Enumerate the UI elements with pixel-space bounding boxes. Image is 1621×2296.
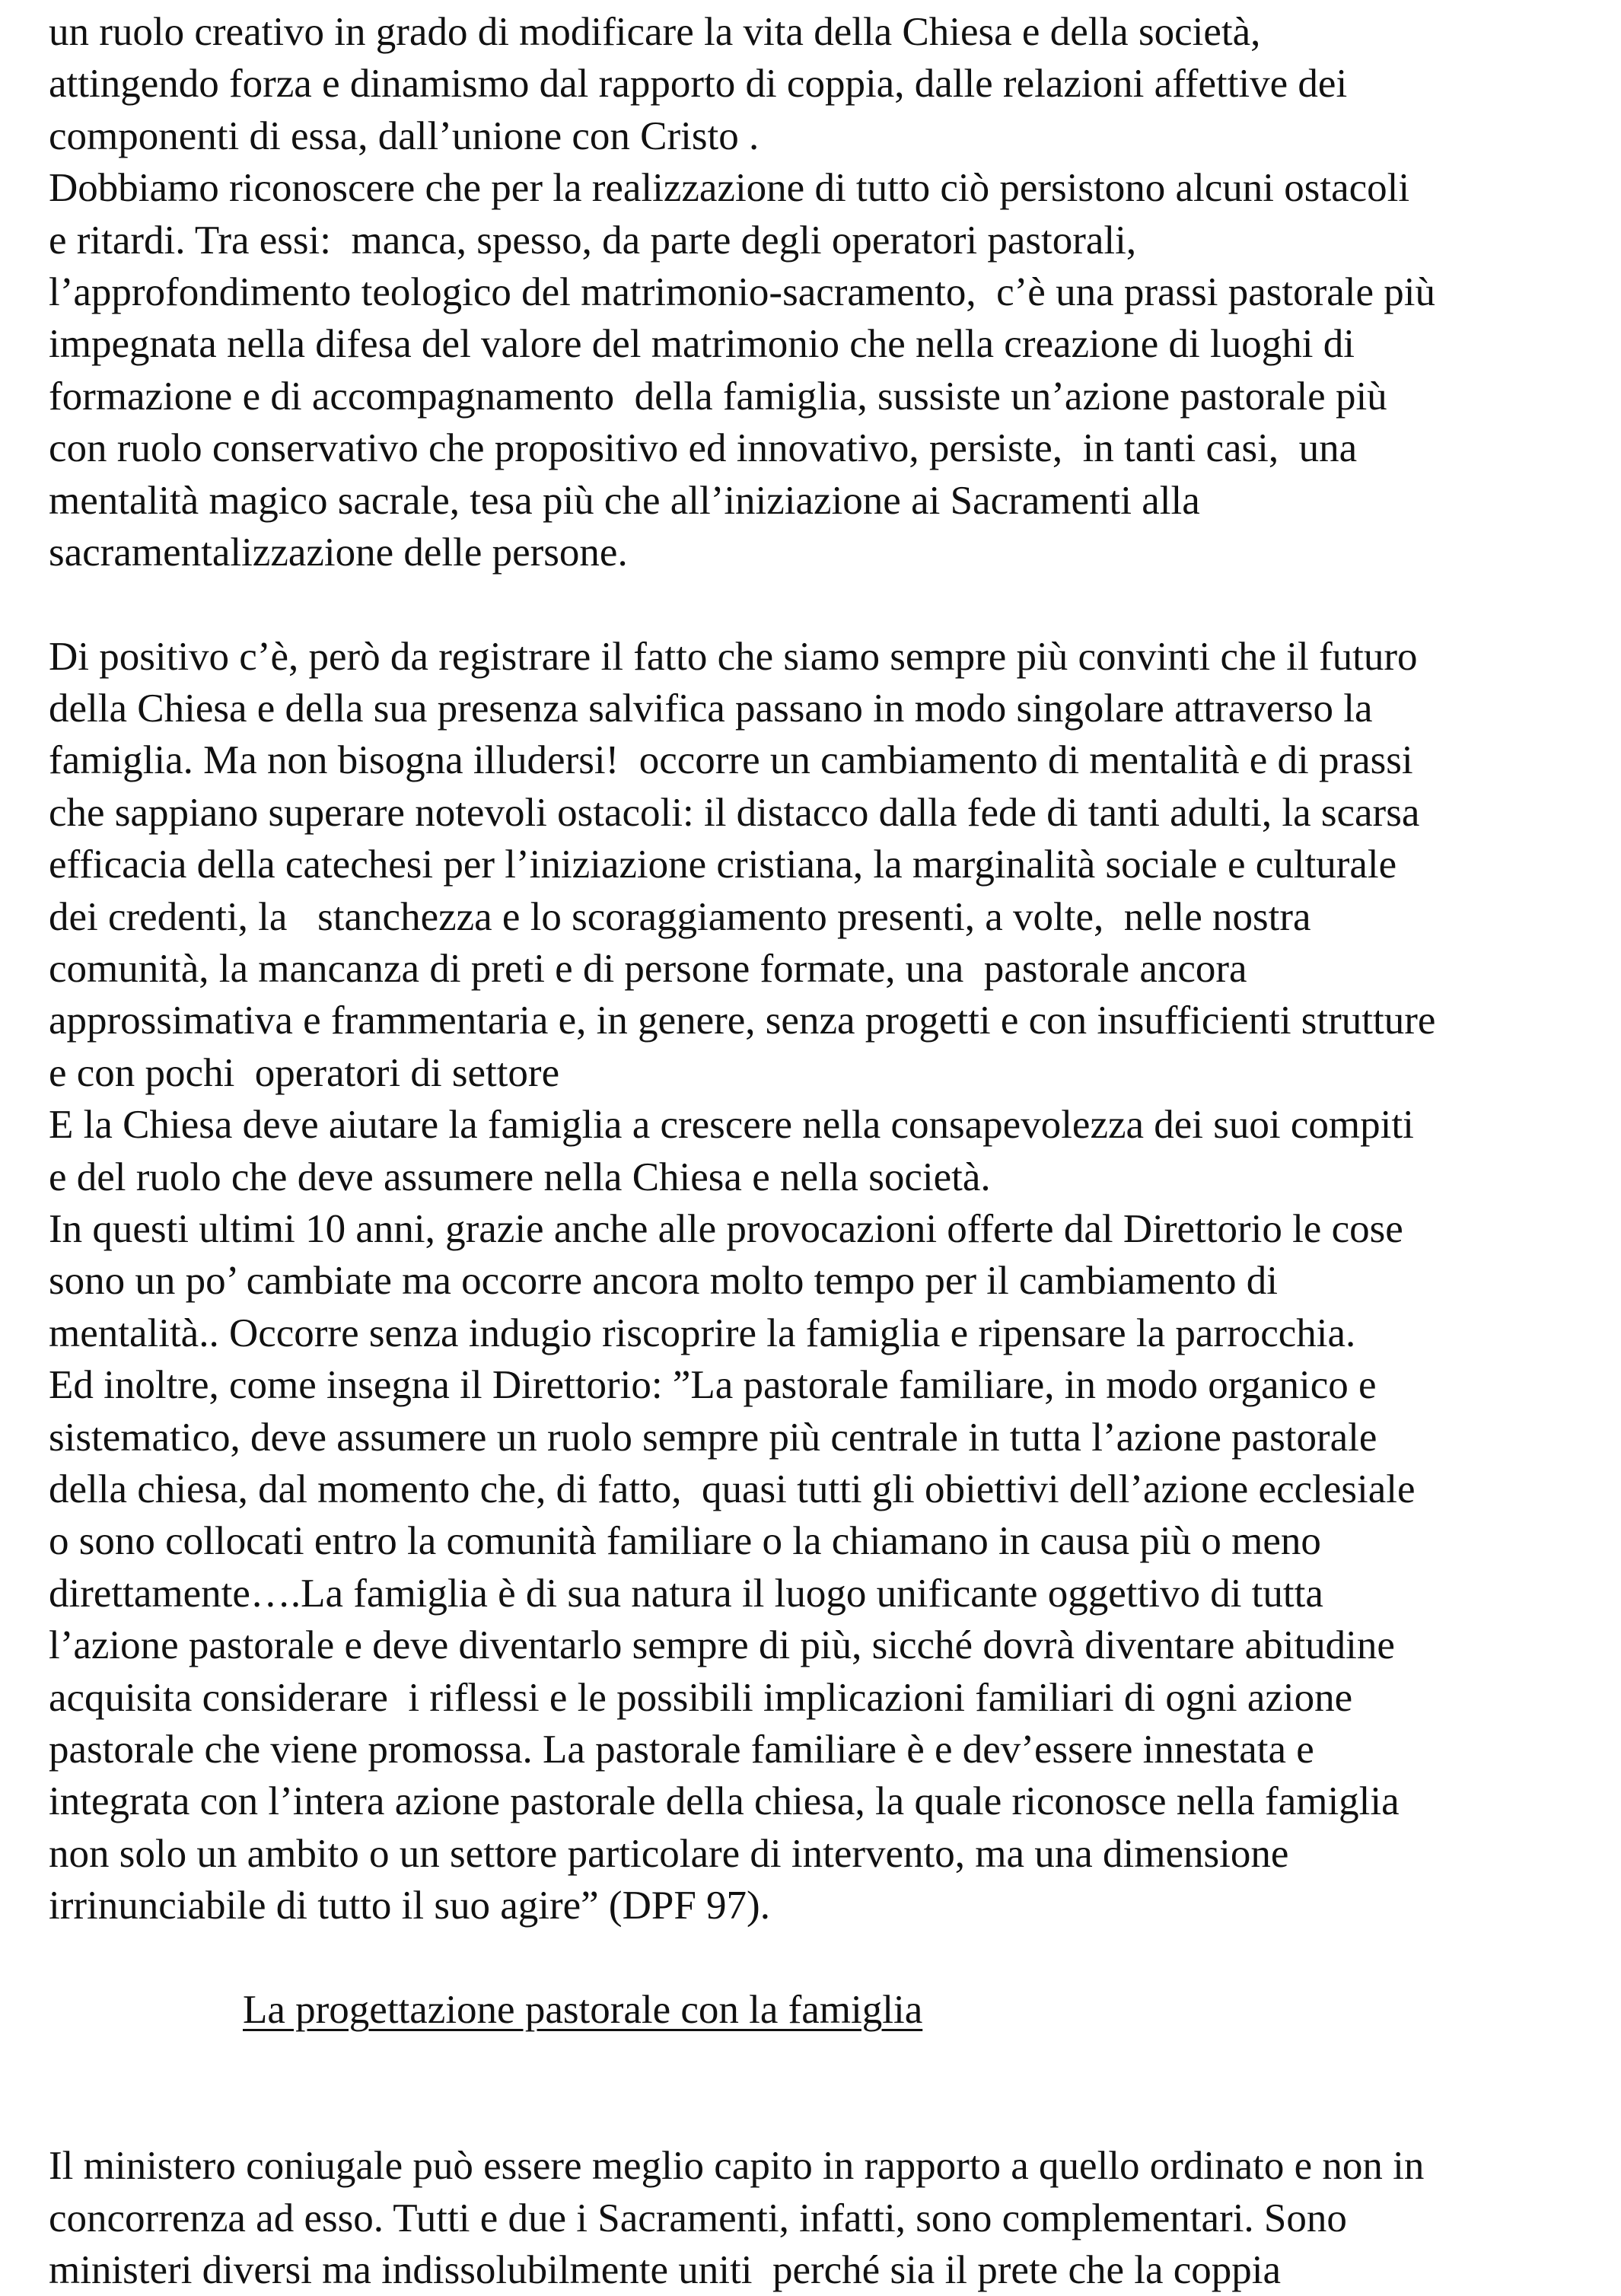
- text-line: attingendo forza e dinamismo dal rapporto di coppia, dalle relazioni affettive dei: [49, 62, 1348, 107]
- text-line: componenti di essa, dall’unione con Cristo .: [49, 113, 760, 158]
- text-line: l’azione pastorale e deve diventarlo sempre di più, sicché dovrà diventare abitudine: [49, 1623, 1395, 1668]
- text-line: In questi ultimi 10 anni, grazie anche alle provocazioni offerte dal Direttorio le cose: [49, 1206, 1403, 1251]
- text-line: approssimativa e frammentaria e, in genere, senza progetti e con insufficienti strutture: [49, 998, 1436, 1043]
- text-line: che sappiano superare notevoli ostacoli: il distacco dalla fede di tanti adulti, la scarsa: [49, 790, 1420, 835]
- text-line: direttamente….La famiglia è di sua natura il luogo unificante oggettivo di tutta: [49, 1571, 1323, 1616]
- text-line: concorrenza ad esso. Tutti e due i Sacramenti, infatti, sono complementari. Sono: [49, 2196, 1347, 2240]
- text-line: della chiesa, dal momento che, di fatto, quasi tutti gli obiettivi dell’azione ecclesiale: [49, 1466, 1416, 1511]
- text-line: o sono collocati entro la comunità familiare o la chiamano in causa più o meno: [49, 1519, 1321, 1564]
- document-page: [49, 6, 1594, 2296]
- text-line: ministeri diversi ma indissolubilmente uniti perché sia il prete che la coppia: [49, 2248, 1282, 2293]
- text-line: Ed inoltre, come insegna il Direttorio: ”La pastorale familiare, in modo organico e: [49, 1363, 1377, 1408]
- text-line: E la Chiesa deve aiutare la famiglia a crescere nella consapevolezza dei suoi compiti: [49, 1103, 1414, 1148]
- text-line: Dobbiamo riconoscere che per la realizzazione di tutto ciò persistono alcuni ostacoli: [49, 166, 1410, 211]
- text-line: integrata con l’intera azione pastorale della chiesa, la quale riconosce nella famiglia: [49, 1779, 1400, 1824]
- text-line: non solo un ambito o un settore particolare di intervento, ma una dimensione: [49, 1831, 1289, 1876]
- section-spacer: [49, 2036, 1594, 2140]
- text-line: irrinunciabile di tutto il suo agire” (DPF 97).: [49, 1884, 770, 1928]
- text-line: Di positivo c’è, però da registrare il fatto che siamo sempre più convinti che il futuro: [49, 634, 1418, 679]
- text-line: acquisita considerare i riflessi e le possibili implicazioni familiari di ogni azione: [49, 1675, 1353, 1720]
- text-line: sacramentalizzazione delle persone.: [49, 530, 628, 575]
- section-heading: [49, 1984, 1594, 2036]
- text-line: l’approfondimento teologico del matrimonio-sacramento, c’è una prassi pastorale più: [49, 269, 1436, 314]
- text-line: sistematico, deve assumere un ruolo sempre più centrale in tutta l’azione pastorale: [49, 1415, 1377, 1460]
- text-line: della Chiesa e della sua presenza salvifica passano in modo singolare attraverso la: [49, 686, 1373, 731]
- paragraph-positive: [49, 631, 1594, 1932]
- text-line: pastorale che viene promossa. La pastorale familiare è e dev’essere innestata e: [49, 1727, 1314, 1772]
- text-line: con ruolo conservativo che propositivo ed innovativo, persiste, in tanti casi, una: [49, 426, 1358, 471]
- paragraph-spacer: [49, 1931, 1594, 1983]
- text-line: formazione e di accompagnamento della famiglia, sussiste un’azione pastorale più: [49, 374, 1387, 419]
- text-line: e del ruolo che deve assumere nella Chiesa e nella società.: [49, 1154, 991, 1199]
- paragraph-spacer: [49, 578, 1594, 630]
- text-line: famiglia. Ma non bisogna illudersi! occorre un cambiamento di mentalità e di prassi: [49, 738, 1413, 783]
- text-line: impegnata nella difesa del valore del matrimonio che nella creazione di luoghi di: [49, 322, 1355, 367]
- text-line: e con pochi operatori di settore: [49, 1050, 560, 1095]
- paragraph-conjugal-ministry: [49, 2140, 1594, 2296]
- text-line: e ritardi. Tra essi: manca, spesso, da parte degli operatori pastorali,: [49, 218, 1137, 263]
- text-line: mentalità.. Occorre senza indugio riscoprire la famiglia e ripensare la parrocchia.: [49, 1310, 1356, 1355]
- text-line: comunità, la mancanza di preti e di persone formate, una pastorale ancora: [49, 947, 1247, 992]
- text-line: sono un po’ cambiate ma occorre ancora molto tempo per il cambiamento di: [49, 1259, 1278, 1304]
- text-line: un ruolo creativo in grado di modificare la vita della Chiesa e della società,: [49, 10, 1261, 54]
- paragraph-obstacles: [49, 6, 1594, 578]
- text-line: Il ministero coniugale può essere meglio capito in rapporto a quello ordinato e non in: [49, 2144, 1425, 2189]
- section-heading-text: La progettazione pastorale con la famiglia: [243, 1987, 923, 2032]
- text-line: mentalità magico sacrale, tesa più che all’iniziazione ai Sacramenti alla: [49, 478, 1200, 523]
- text-line: efficacia della catechesi per l’iniziazione cristiana, la marginalità sociale e culturale: [49, 842, 1397, 887]
- text-line: dei credenti, la stanchezza e lo scoraggiamento presenti, a volte, nelle nostra: [49, 894, 1311, 939]
